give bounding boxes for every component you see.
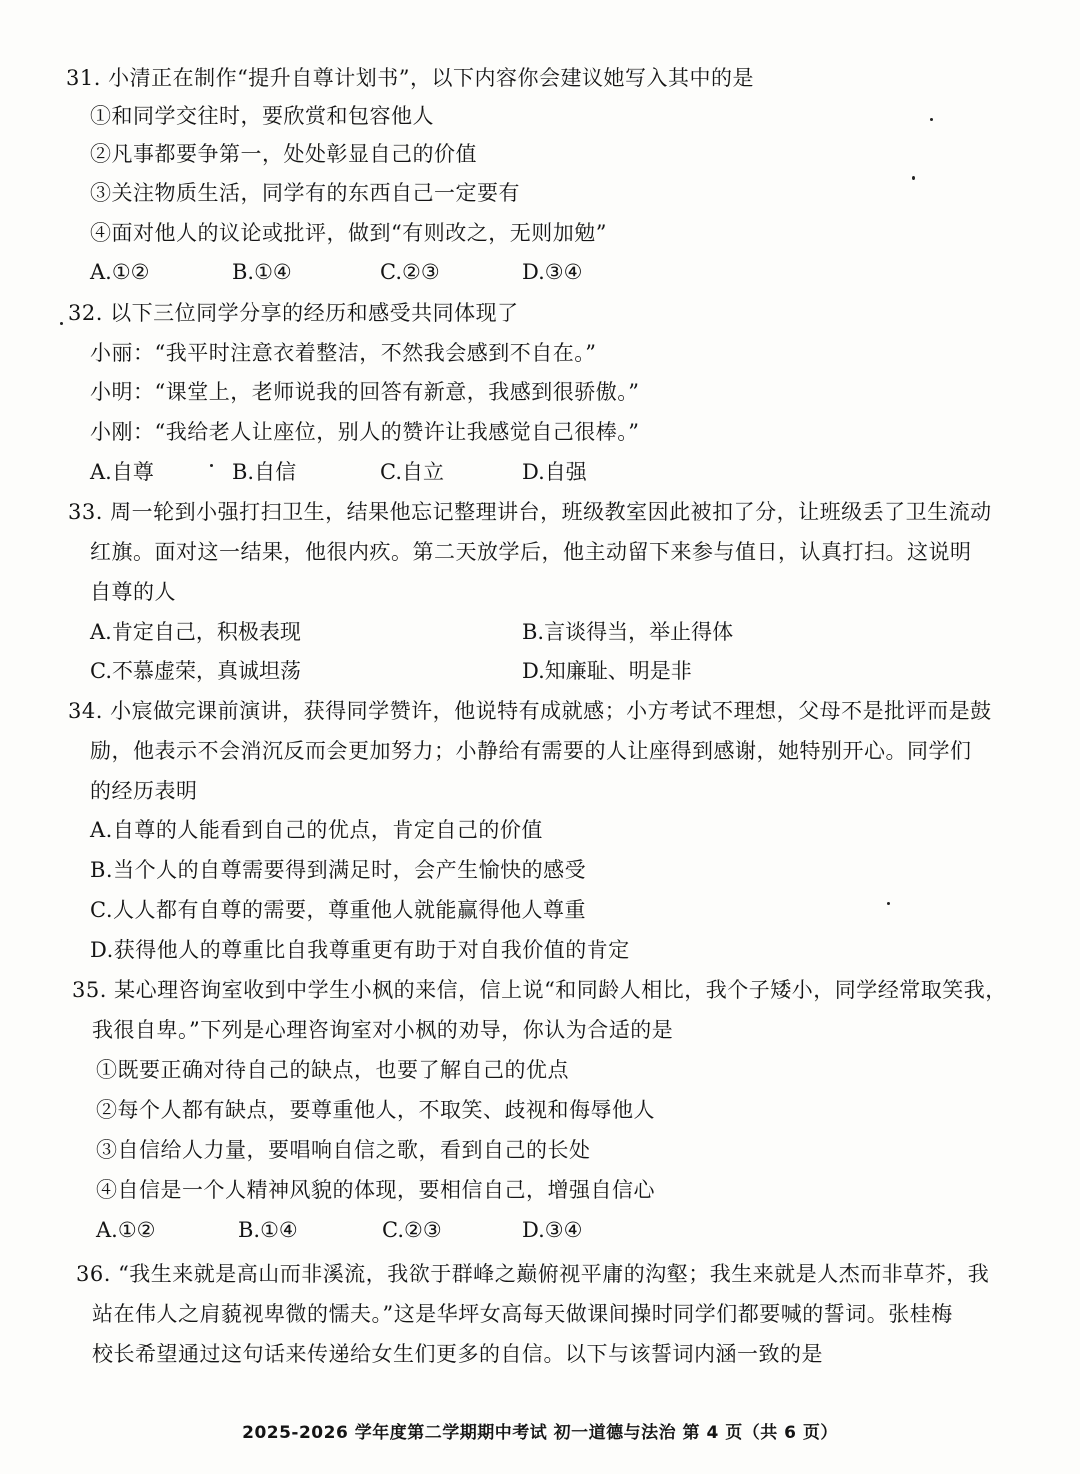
question-34-line-2: 励，他表示不会消沉反而会更加努力；小静给有需要的人让座得到感谢，她特别开心。同学们 [90,739,972,763]
question-36-line-2: 站在伟人之肩藐视卑微的懦夫。”这是华坪女高每天做课间操时同学们都要喊的誓词。张桂梅 [92,1302,953,1326]
option-d: D.知廉耻、明是非 [522,659,692,683]
question-34-option-d: D.获得他人的尊重比自我尊重更有助于对自我价值的肯定 [90,938,630,962]
option-c: C.不慕虚荣，真诚坦荡 [90,659,301,683]
question-31-item-1: ①和同学交往时，要欣赏和包容他人 [90,104,434,128]
question-36-line-1: 36. “我生来就是高山而非溪流，我欲于群峰之巅俯视平庸的沟壑；我生来就是人杰而非草芥，我 [76,1262,990,1286]
question-35-item-2: ②每个人都有缺点，要尊重他人，不取笑、歧视和侮辱他人 [96,1098,655,1122]
question-31-item-3: ③关注物质生活，同学有的东西自己一定要有 [90,181,520,205]
scan-speck [887,902,890,905]
question-35-item-3: ③自信给人力量，要唱响自信之歌，看到自己的长处 [96,1138,591,1162]
question-34-line-1: 34. 小宸做完课前演讲，获得同学赞许，他说特有成就感；小方考试不理想，父母不是批评而是鼓 [68,699,992,723]
scan-speck [912,176,915,180]
option-b: B.①④ [232,260,292,284]
option-b: B.①④ [238,1218,298,1242]
question-33-line-3: 自尊的人 [90,580,176,604]
option-c: C.②③ [380,260,440,284]
option-b: B.言谈得当，举止得体 [522,620,734,644]
question-34-option-a: A.自尊的人能看到自己的优点，肯定自己的价值 [90,818,543,842]
question-31-item-4: ④面对他人的议论或批评，做到“有则改之，无则加勉” [90,221,607,245]
option-d: D.③④ [522,260,583,284]
question-34-option-b: B.当个人的自尊需要得到满足时，会产生愉快的感受 [90,858,587,882]
question-31-stem: 31. 小清正在制作“提升自尊计划书”，以下内容你会建议她写入其中的是 [66,66,755,90]
option-a: A.自尊 [90,460,154,484]
question-35-item-4: ④自信是一个人精神风貌的体现，要相信自己，增强自信心 [96,1178,655,1202]
question-32-quote-2: 小明：“课堂上，老师说我的回答有新意，我感到很骄傲。” [90,380,640,404]
question-33-line-2: 红旗。面对这一结果，他很内疚。第二天放学后，他主动留下来参与值日，认真打扫。这说明 [90,540,972,564]
option-c: C.自立 [380,460,444,484]
question-35-line-1: 35. 某心理咨询室收到中学生小枫的来信，信上说“和同龄人相比，我个子矮小，同学经常取笑我， [72,978,1007,1002]
question-33-line-1: 33. 周一轮到小强打扫卫生，结果他忘记整理讲台，班级教室因此被扣了分，让班级丢了卫生流动 [68,500,992,524]
page-footer: 2025-2026 学年度第二学期期中考试 初一道德与法治 第 4 页（共 6 页） [242,1423,838,1443]
question-35-line-2: 我很自卑。”下列是心理咨询室对小枫的劝导，你认为合适的是 [92,1018,674,1042]
question-36-line-3: 校长希望通过这句话来传递给女生们更多的自信。以下与该誓词内涵一致的是 [92,1342,823,1366]
question-32-quote-1: 小丽：“我平时注意衣着整洁，不然我会感到不自在。” [90,341,597,365]
question-32-stem: 32. 以下三位同学分享的经历和感受共同体现了 [68,301,519,325]
scan-speck [210,464,213,467]
question-34-option-c: C.人人都有自尊的需要，尊重他人就能赢得他人尊重 [90,898,586,922]
option-a: A.①② [96,1218,156,1242]
question-31-item-2: ②凡事都要争第一，处处彰显自己的价值 [90,142,477,166]
scan-speck [930,118,933,121]
question-35-item-1: ①既要正确对待自己的缺点，也要了解自己的优点 [96,1058,569,1082]
option-d: D.自强 [522,460,587,484]
option-b: B.自信 [232,460,297,484]
option-a: A.①② [90,260,150,284]
option-d: D.③④ [522,1218,583,1242]
scan-speck [60,322,63,325]
option-a: A.肯定自己，积极表现 [90,620,301,644]
question-34-line-3: 的经历表明 [90,779,198,803]
question-32-quote-3: 小刚：“我给老人让座位，别人的赞许让我感觉自己很棒。” [90,420,640,444]
option-c: C.②③ [382,1218,442,1242]
